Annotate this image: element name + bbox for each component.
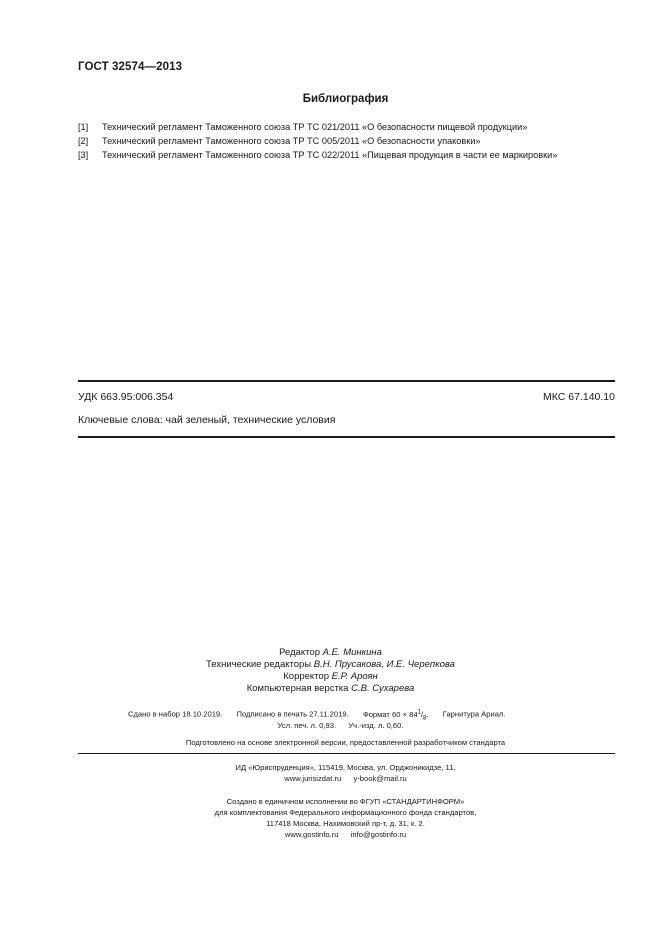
sheets-line bbox=[0, 721, 661, 730]
layout-name: С.В. Сухарева bbox=[351, 683, 415, 694]
prepared-note: Подготовлено на основе электронной версии, предоставленной разработчиком стандарта bbox=[185, 738, 506, 747]
standard-code: ГОСТ 32574—2013 bbox=[78, 61, 183, 73]
mks-code: МКС 67.140.10 bbox=[543, 391, 615, 403]
publication-details bbox=[128, 709, 568, 721]
corrector-name: Е.Р. Ароян bbox=[331, 671, 378, 682]
bibliography-item-number: [3] bbox=[78, 150, 89, 160]
publisher-contacts bbox=[0, 774, 661, 783]
bibliography-item bbox=[78, 122, 527, 132]
layout-credit bbox=[0, 683, 661, 694]
tech-editors-credit bbox=[0, 659, 661, 670]
editor-credit bbox=[0, 647, 661, 658]
corrector-label: Корректор bbox=[283, 671, 329, 682]
keywords: Ключевые слова: чай зеленый, технические условия bbox=[78, 414, 336, 426]
bibliography-title: Библиография bbox=[302, 93, 389, 105]
producer-line2: для комплектования Федерального информационного фонда стандартов, bbox=[214, 808, 477, 817]
publisher-email-link[interactable]: y-book@mail.ru bbox=[353, 774, 407, 783]
font-name: Гарнитура Ариал. bbox=[442, 709, 506, 719]
print-sheets: Усл. печ. л. 0,93. bbox=[277, 721, 337, 730]
bibliography-item-text: Технический регламент Таможенного союза ТР ТС 021/2011 «О безопасности пищевой продукции» bbox=[102, 122, 528, 132]
pub-sheets: Уч.-изд. л. 0,60. bbox=[348, 721, 404, 730]
bibliography-item bbox=[78, 150, 557, 160]
format: Формат $60 \times 84^1/_8$. bbox=[362, 709, 429, 722]
producer-line1: Создано в единичном исполнении во ФГУП «СТАНДАРТИНФОРМ» bbox=[226, 797, 465, 806]
corrector-credit bbox=[0, 671, 661, 682]
bibliography-item-text: Технический регламент Таможенного союза ТР ТС 022/2011 «Пищевая продукция в части ее маркировки» bbox=[102, 150, 558, 160]
producer-email-link[interactable]: info@gostinfo.ru bbox=[350, 830, 407, 839]
editor-name: А.Е. Минкина bbox=[322, 647, 382, 658]
udk-code: УДК 663.95:006.354 bbox=[78, 391, 174, 403]
editor-label: Редактор bbox=[279, 647, 320, 658]
bibliography-item-number: [2] bbox=[78, 136, 89, 146]
producer-address: 117418 Москва, Нахимовский пр-т, д. 31, к. 2. bbox=[266, 819, 425, 828]
layout-label: Компьютерная верстка bbox=[246, 683, 349, 694]
signed-date: Подписано в печать 27.11.2019. bbox=[236, 709, 349, 719]
submitted-date: Сдано в набор 18.10.2019. bbox=[128, 709, 223, 719]
bibliography-item-number: [1] bbox=[78, 122, 89, 132]
publisher-site-link[interactable]: www.jurisizdat.ru bbox=[284, 774, 342, 783]
tech-editors-names: В.Н. Прусакова, И.Е. Черепкова bbox=[313, 659, 455, 670]
publisher-address: ИД «Юриспруденция», 115419, Москва, ул. Орджоникидзе, 11. bbox=[235, 763, 456, 772]
divider-bottom bbox=[78, 436, 615, 438]
divider-publisher bbox=[78, 753, 615, 754]
tech-editors-label: Технические редакторы bbox=[206, 659, 312, 670]
bibliography-item-text: Технический регламент Таможенного союза ТР ТС 005/2011 «О безопасности упаковки» bbox=[102, 136, 481, 146]
divider-top bbox=[78, 380, 615, 382]
bibliography-item bbox=[78, 136, 481, 146]
producer-contacts bbox=[0, 830, 661, 839]
producer-site-link[interactable]: www.gostinfo.ru bbox=[284, 830, 339, 839]
